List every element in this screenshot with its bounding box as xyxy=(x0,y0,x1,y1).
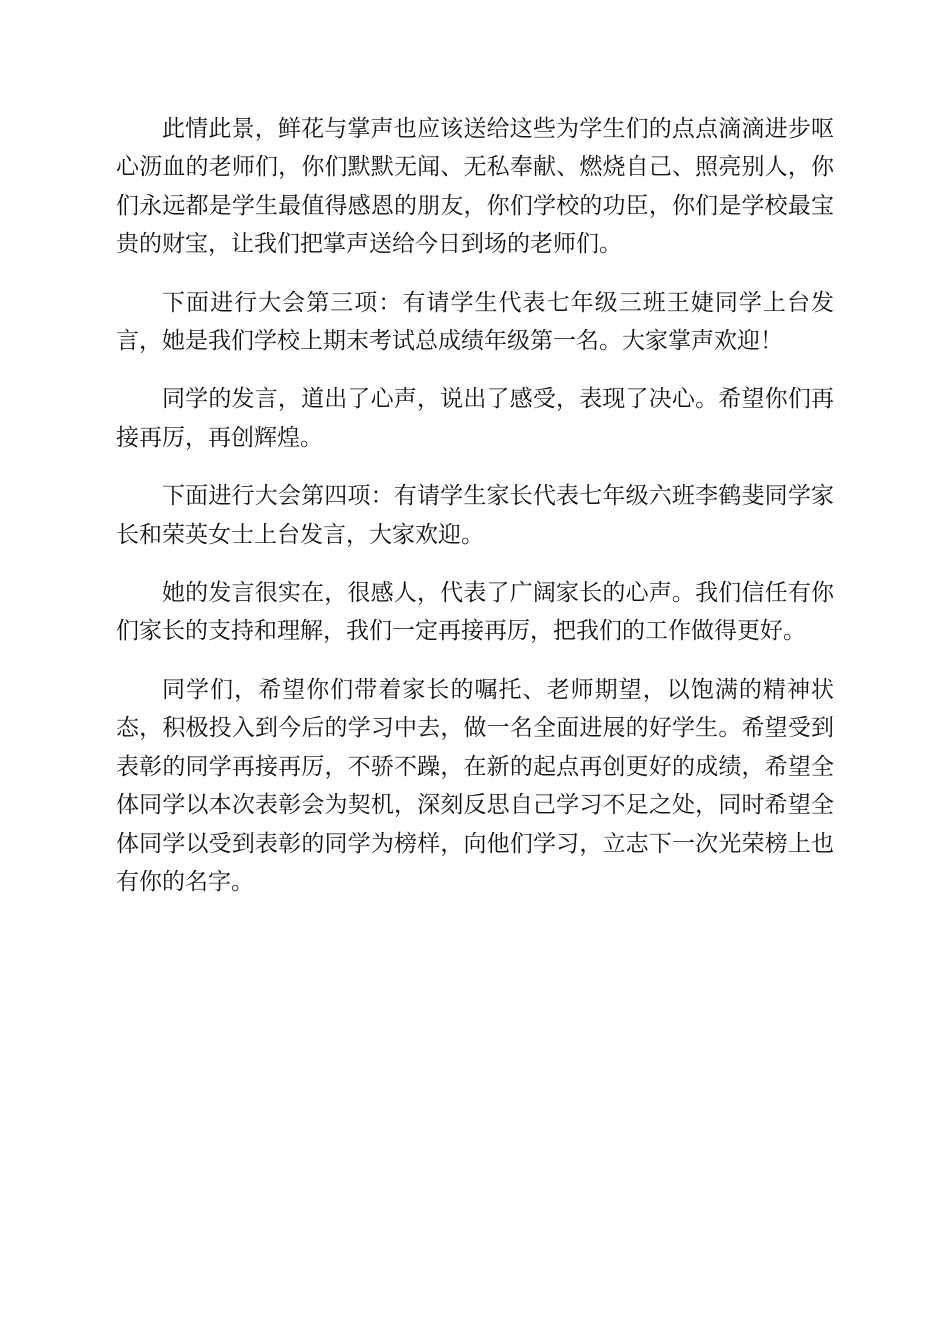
document-body xyxy=(116,110,834,921)
paragraph-1: 此情此景，鲜花与掌声也应该送给这些为学生们的点点滴滴进步呕心沥血的老师们，你们默默无闻、无私奉献、燃烧自己、照亮别人，你们永远都是学生最值得感恩的朋友，你们学校的功臣，你们是学校最宝贵的财宝，让我们把掌声送给今日到场的老师们。 xyxy=(116,116,834,258)
paragraph-6: 同学们，希望你们带着家长的嘱托、老师期望，以饱满的精神状态，积极投入到今后的学习中去，做一名全面进展的好学生。希望受到表彰的同学再接再厉，不骄不躁，在新的起点再创更好的成绩，希望全体同学以本次表彰会为契机，深刻反思自己学习不足之处，同时希望全体同学以受到表彰的同学为榜样，向他们学习，立志下一次光荣榜上也有你的名字。 xyxy=(116,676,834,895)
paragraph-5: 她的发言很实在，很感人，代表了广阔家长的心声。我们信任有你们家长的支持和理解，我们一定再接再厉，把我们的工作做得更好。 xyxy=(116,580,834,645)
paragraph-4: 下面进行大会第四项：有请学生家长代表七年级六班李鹤斐同学家长和荣英女士上台发言，大家欢迎。 xyxy=(116,483,834,548)
paragraph-2: 下面进行大会第三项：有请学生代表七年级三班王婕同学上台发言，她是我们学校上期末考试总成绩年级第一名。大家掌声欢迎！ xyxy=(116,289,834,355)
paragraph-3: 同学的发言，道出了心声，说出了感受，表现了决心。希望你们再接再厉，再创辉煌。 xyxy=(116,386,834,451)
